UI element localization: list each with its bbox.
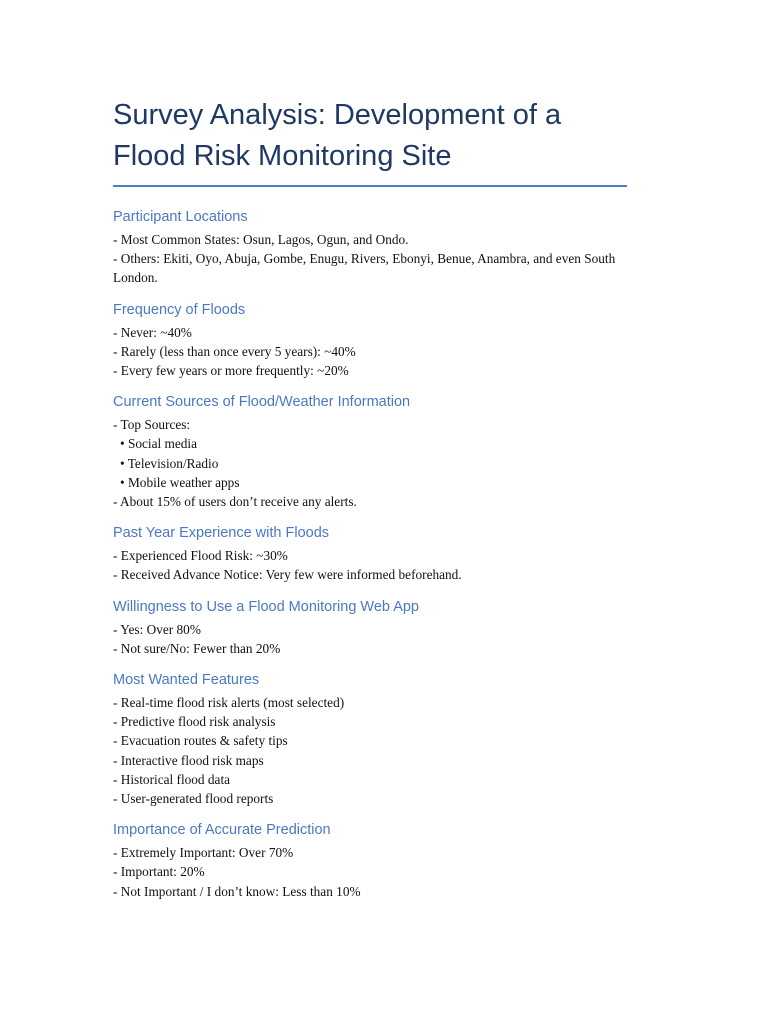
section-importance-of-prediction <box>113 820 627 901</box>
list-item: - Every few years or more frequently: ~20% <box>113 363 349 379</box>
section-body <box>113 620 627 658</box>
section-body <box>113 693 627 808</box>
list-item: - Historical flood data <box>113 771 231 787</box>
list-item: - Evacuation routes & safety tips <box>113 733 288 749</box>
list-item: - Received Advance Notice: Very few were informed beforehand. <box>113 567 462 583</box>
list-item: - Never: ~40% <box>113 324 192 340</box>
section-heading: Frequency of Floods <box>113 301 246 318</box>
list-item: - Not Important / I don’t know: Less than 10% <box>113 883 361 899</box>
section-willingness <box>113 597 627 658</box>
list-item: - Important: 20% <box>113 864 205 880</box>
list-item: - Extremely Important: Over 70% <box>113 845 294 861</box>
section-frequency-of-floods <box>113 300 627 381</box>
section-heading: Willingness to Use a Flood Monitoring Web App <box>113 598 419 615</box>
section-body <box>113 323 627 381</box>
document-page <box>113 95 627 901</box>
section-body <box>113 843 627 901</box>
section-body <box>113 230 627 288</box>
sub-list-item: • Television/Radio <box>120 455 219 471</box>
list-item: - Real-time flood risk alerts (most selected) <box>113 695 345 711</box>
section-heading: Importance of Accurate Prediction <box>113 822 331 839</box>
section-participant-locations <box>113 207 627 288</box>
section-body <box>113 546 627 584</box>
section-heading: Past Year Experience with Floods <box>113 525 330 542</box>
sub-list-item: • Mobile weather apps <box>120 474 240 490</box>
document-title: Survey Analysis: Development of a Flood Risk Monitoring Site <box>113 95 627 187</box>
list-item: - Predictive flood risk analysis <box>113 714 276 730</box>
list-item: - Yes: Over 80% <box>113 621 201 637</box>
list-item: - User-generated flood reports <box>113 791 274 807</box>
section-heading: Current Sources of Flood/Weather Information <box>113 394 411 411</box>
list-item: - Most Common States: Osun, Lagos, Ogun, and Ondo. <box>113 232 409 247</box>
section-heading: Most Wanted Features <box>113 672 260 689</box>
list-item: - Experienced Flood Risk: ~30% <box>113 548 288 564</box>
list-item: - Interactive flood risk maps <box>113 752 264 768</box>
list-item: - About 15% of users don’t receive any alerts. <box>113 494 357 510</box>
sub-list-item: • Social media <box>120 436 198 452</box>
list-item: - Not sure/No: Fewer than 20% <box>113 640 281 656</box>
list-item: - Others: Ekiti, Oyo, Abuja, Gombe, Enugu, Rivers, Ebonyi, Benue, Anambra, and even South London. <box>113 251 619 286</box>
section-heading: Participant Locations <box>113 209 248 225</box>
section-most-wanted-features <box>113 670 627 808</box>
list-item: - Rarely (less than once every 5 years): ~40% <box>113 343 356 359</box>
section-body <box>113 415 627 511</box>
section-past-year-experience <box>113 523 627 584</box>
section-current-sources <box>113 392 627 511</box>
list-item: - Top Sources: <box>113 417 191 433</box>
